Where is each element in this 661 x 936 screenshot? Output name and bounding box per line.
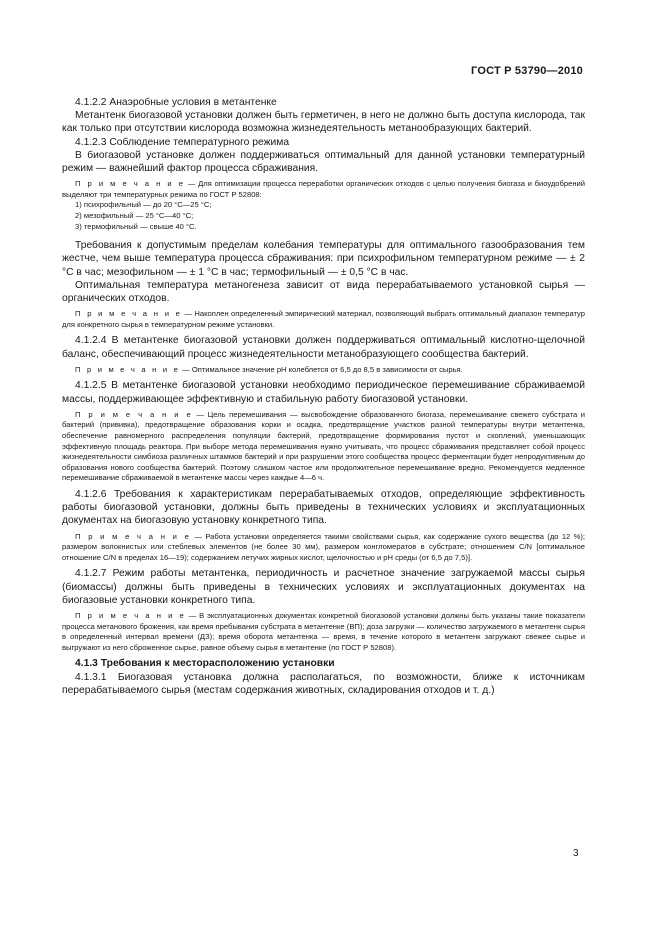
note-operation-documents	[62, 611, 585, 653]
note-empirical-material	[62, 309, 585, 330]
note-item-mesophilic: 2) мезофильный — 25 °С—40 °С;	[75, 211, 194, 220]
note-text: — Работа установки определяется такими свойствами сырья, как содержание сухого вещества (до 12 %); размером волокнистых или стеблевых элементов (не более 30 мм), размером конгломератов в субстрате; отношением C/N [оптимальное отношение C/N в пределах 16—19); содержанием летучих жирных кислот, щелочностью и pH среды (от 6,5 до 7,5)].	[62, 531, 585, 562]
note-text: — Для оптимизации процесса переработки органических отходов с целью получения биогаза и биоудобрений выделяют три температурных режима по ГОСТ Р 52808:	[62, 179, 585, 199]
note-text: — В эксплуатационных документах конкретной биогазовой установки должны быть указаны такие показатели процесса метанового брожения, как время пребывания субстрата в метантенке (ВП); доза загрузки — количество загружаемого в метантенк сырья в определенный интервал времени (ДЗ); время оборота метантенка — время, в течение которого в метантенк загружают свежее сырье и выгружают из него сброженное сырье, равное объему сырья в метантенке (по ГОСТ Р 52808).	[62, 610, 585, 652]
note-text: — Цель перемешивания — высвобождение образованного биогаза, перемешивание свежего субстрата и бактерий (прививка), предотвращение образования корки и осадка, предотвращение участков разной температуры внутри метантенка, обеспечение равномерного распределения популяции бактерий, предотвращение формирования пустот и скоплений, уменьшающих эффективную площадь реактора. При выборе метода перемешивания нужно учитывать, что процесс сбраживания представляет собой процесс жизнедеятельности симбиоза различных штаммов бактерий и при разрушении этого сообщества процесс ферментации будет непродуктивным до образования нового сообщества бактерий. Поэтому слишком частое или продолжительное перемешивание вредно. Рекомендуется медленное перемешивание сбраживаемой в метантенке массы через каждые 4—6 ч.	[62, 409, 585, 483]
page-number: 3	[573, 848, 579, 859]
note-label: П р и м е ч а н и е	[75, 409, 193, 419]
note-raw-material-properties	[62, 532, 585, 564]
note-text: — Оптимальное значение pH колеблется от 6,5 до 8,5 в зависимости от сырья.	[180, 364, 463, 374]
note-label: П р и м е ч а н и е	[75, 179, 186, 189]
paragraph-4127: 4.1.2.7 Режим работы метантенка, периодичность и расчетное значение загружаемой массы сырья (биомассы) должны быть приведены в технических условиях и эксплуатационных документах на биогазовые установки конкретного типа.	[62, 568, 585, 606]
paragraph-optimal-temperature: Оптимальная температура метаногенеза зависит от вида перерабатываемого установкой сырья — органических отходов.	[62, 279, 585, 304]
note-label: П р и м е ч а н и е	[75, 610, 186, 620]
note-label: П р и м е ч а н и е	[75, 364, 180, 374]
heading-4123: 4.1.2.3 Соблюдение температурного режима	[75, 136, 290, 148]
heading-4122: 4.1.2.2 Анаэробные условия в метантенке	[75, 97, 277, 108]
paragraph-4126: 4.1.2.6 Требования к характеристикам перерабатываемых отходов, определяющие эффективность работы биогазовой установки, должны быть приведены в технических условиях и эксплуатационных документах на биогазовую установку конкретного типа.	[62, 488, 585, 527]
paragraph-4124: 4.1.2.4 В метантенке биогазовой установки должен поддерживаться оптимальный кислотно-щелочной баланс, обеспечивающий процесс жизнедеятельности метанобразующего сообщества бактерий.	[62, 335, 585, 360]
note-temperature-regimes	[62, 179, 585, 200]
heading-413: 4.1.3 Требования к месторасположению установки	[75, 658, 335, 670]
note-item-thermophilic: 3) термофильный — свыше 40 °С.	[75, 221, 197, 231]
note-ph	[62, 365, 585, 376]
note-label: П р и м е ч а н и е	[75, 531, 192, 541]
paragraph-4131: 4.1.3.1 Биогазовая установка должна располагаться, по возможности, ближе к источникам перерабатываемого сырья (местам содержания животных, складирования отходов и т. д.)	[62, 671, 585, 696]
page-content	[62, 96, 585, 697]
paragraph-4122: Метантенк биогазовой установки должен быть герметичен, в него не должно быть доступа кислорода, так как только при отсутствии кислорода возможна жизнедеятельность метанообразующих бактерий.	[62, 110, 585, 135]
note-mixing	[62, 410, 585, 484]
paragraph-4123: В биогазовой установке должен поддерживаться оптимальный для данной установки температурный режим — важнейший фактор процесса сбраживания.	[62, 149, 585, 175]
note-label: П р и м е ч а н и е	[75, 309, 183, 319]
standard-header: ГОСТ Р 53790—2010	[471, 65, 583, 77]
paragraph-temperature-requirements: Требования к допустимым пределам колебания температуры для оптимального газообразования тем жестче, чем выше температура процесса сбраживания: при психрофильном температурном режиме — ± 2 °С в час; мезофильном — ± 1 °С в час; термофильный — ± 0,5 °С в час.	[62, 240, 585, 278]
paragraph-4125: 4.1.2.5 В метантенке биогазовой установки необходимо периодическое перемешивание сбраживаемой массы, поддерживающее эффективную и стабильную работу биогазовой установки.	[62, 380, 585, 405]
note-text: — Накоплен определенный эмпирический материал, позволяющий выбрать оптимальный диапазон температур для конкретного сырья в температурном режиме установки.	[62, 309, 585, 329]
note-item-psychrophilic: 1) психрофильный — до 20 °С—25 °С;	[75, 200, 212, 210]
